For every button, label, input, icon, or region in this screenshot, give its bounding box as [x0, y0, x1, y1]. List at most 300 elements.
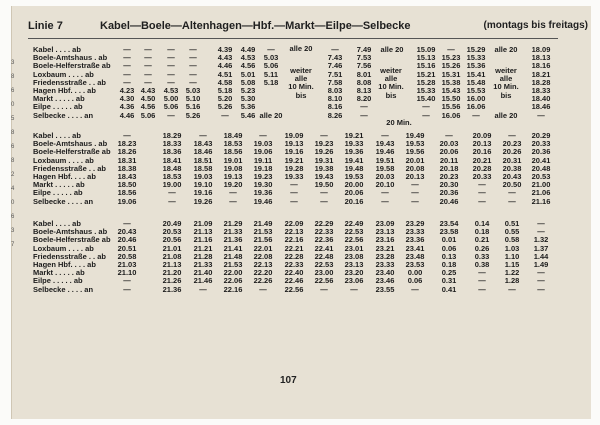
departure-time: 18.23: [117, 139, 137, 149]
departure-time: 20.23: [439, 172, 459, 181]
departure-time: —: [537, 268, 545, 278]
departure-time: 18.43: [193, 139, 213, 149]
departure-time: 19.36: [344, 147, 364, 157]
departure-time: —: [537, 276, 545, 286]
interval-note: weiter alle 10 Min. bis: [288, 66, 314, 100]
departure-time: 18.41: [162, 155, 182, 165]
departure-time: 20.48: [531, 163, 551, 173]
departure-time: 20.09: [472, 131, 492, 140]
departure-time: 22.53: [344, 227, 364, 237]
departure-time: 8.20: [356, 94, 372, 104]
departure-time: 7.49: [356, 45, 372, 54]
departure-time: 15.26: [441, 61, 461, 71]
departure-time: —: [478, 268, 486, 278]
departure-time: 4.46: [217, 61, 233, 71]
departure-time: —: [320, 188, 328, 198]
departure-time: —: [360, 102, 368, 112]
departure-time: 19.56: [405, 147, 425, 157]
departure-time: 22.33: [314, 227, 334, 237]
departure-time: —: [478, 196, 486, 206]
edge-mark: 2: [11, 172, 15, 178]
stop-name: Boele-Helferstraße ab: [33, 235, 111, 245]
departure-time: 16.06: [466, 102, 486, 112]
departure-time: 20.36: [439, 188, 459, 198]
departure-time: —: [199, 284, 207, 294]
departure-time: 19.18: [253, 163, 273, 173]
stop-name: Selbecke . . . . an: [33, 284, 94, 294]
departure-time: 21.13: [162, 260, 182, 269]
stop-name: Boele-Amtshaus . ab: [33, 53, 108, 63]
departure-time: 4.53: [240, 53, 256, 63]
departure-time: 1.28: [504, 276, 520, 286]
stop-name: Selbecke . . . . an: [33, 110, 94, 120]
departure-time: 22.29: [314, 219, 334, 228]
departure-time: —: [290, 180, 298, 190]
departure-time: 20.10: [375, 180, 395, 190]
departure-time: 20.43: [117, 227, 137, 237]
departure-time: 20.49: [162, 219, 182, 228]
departure-time: 1.32: [533, 235, 549, 245]
departure-time: 15.28: [416, 77, 436, 87]
departure-time: 5.01: [240, 69, 256, 79]
departure-time: 4.23: [119, 86, 135, 95]
departure-time: 15.56: [441, 102, 461, 112]
departure-time: —: [199, 131, 207, 140]
departure-time: 5.18: [217, 86, 233, 95]
departure-time: 20.13: [472, 139, 492, 149]
edge-mark: 8: [11, 130, 15, 136]
departure-time: 18.56: [223, 147, 243, 157]
departure-time: —: [411, 188, 419, 198]
departure-time: 22.56: [344, 235, 364, 245]
departure-time: 15.43: [441, 86, 461, 95]
departure-time: 20.21: [472, 155, 492, 165]
departure-time: alle 20: [259, 110, 283, 120]
departure-time: —: [189, 61, 197, 71]
departure-time: 8.13: [356, 86, 372, 95]
departure-time: 18.09: [531, 45, 551, 54]
departure-time: 21.13: [193, 227, 213, 237]
departure-time: 23.40: [375, 268, 395, 278]
departure-time: 23.53: [405, 260, 425, 269]
departure-time: 19.49: [405, 131, 425, 140]
departure-time: 23.58: [439, 227, 459, 237]
departure-time: 21.06: [531, 188, 551, 198]
departure-time: 21.20: [162, 268, 182, 278]
departure-time: 20.03: [375, 172, 395, 181]
edge-mark: 3: [11, 60, 15, 66]
departure-time: —: [320, 196, 328, 206]
departure-time: 19.11: [253, 155, 273, 165]
departure-time: —: [168, 188, 176, 198]
edge-mark: 8: [11, 158, 15, 164]
departure-time: —: [144, 45, 152, 54]
departure-time: 20.08: [405, 163, 425, 173]
departure-time: 8.03: [327, 86, 343, 95]
departure-time: 5.36: [240, 102, 256, 112]
departure-time: 23.06: [344, 276, 364, 286]
departure-time: 18.58: [193, 163, 213, 173]
departure-time: —: [508, 131, 516, 140]
departure-time: 21.29: [223, 219, 243, 228]
departure-time: 20.50: [502, 180, 522, 190]
departure-time: 21.26: [162, 276, 182, 286]
departure-time: 15.50: [441, 94, 461, 104]
departure-time: —: [189, 77, 197, 87]
departure-time: alle 20: [380, 45, 404, 54]
departure-time: 23.13: [375, 227, 395, 237]
departure-time: 5.10: [185, 94, 201, 104]
departure-time: 19.20: [223, 180, 243, 190]
departure-time: —: [144, 53, 152, 63]
departure-time: 4.39: [217, 45, 233, 54]
departure-time: 21.49: [253, 219, 273, 228]
departure-time: 8.10: [327, 94, 343, 104]
departure-time: 19.06: [117, 196, 137, 206]
departure-time: —: [123, 77, 131, 87]
edge-mark: 0: [11, 200, 15, 206]
departure-time: 5.06: [263, 61, 279, 71]
departure-time: 20.38: [502, 163, 522, 173]
departure-time: —: [478, 180, 486, 190]
departure-time: 0.00: [407, 268, 423, 278]
departure-time: 15.09: [416, 45, 436, 54]
departure-time: —: [123, 69, 131, 79]
interval-note: weiter alle 10 Min. bis: [378, 66, 404, 100]
edge-mark: 6: [11, 88, 15, 94]
stop-name: Friedensstraße . . ab: [33, 77, 106, 87]
departure-time: 20.01: [405, 155, 425, 165]
departure-time: 20.26: [502, 147, 522, 157]
departure-time: 22.16: [284, 235, 304, 245]
departure-time: 18.16: [531, 61, 551, 71]
edge-mark: 8: [11, 74, 15, 80]
departure-time: 22.49: [344, 219, 364, 228]
departure-time: 4.50: [140, 94, 156, 104]
departure-time: 5.30: [240, 94, 256, 104]
departure-time: 5.08: [240, 77, 256, 87]
departure-time: 19.46: [375, 147, 395, 157]
departure-time: 20.58: [117, 251, 137, 261]
departure-time: —: [189, 53, 197, 63]
departure-time: 7.58: [327, 77, 343, 87]
departure-time: 20.16: [344, 196, 364, 206]
departure-time: 20.28: [472, 163, 492, 173]
departure-time: 21.21: [193, 243, 213, 253]
departure-time: 18.38: [117, 163, 137, 173]
departure-time: 19.06: [253, 147, 273, 157]
departure-time: 4.46: [119, 110, 135, 120]
departure-time: 1.15: [504, 260, 520, 269]
departure-time: 19.13: [284, 139, 304, 149]
departure-time: 8.08: [356, 77, 372, 87]
departure-time: 5.23: [240, 86, 256, 95]
edge-mark: 3: [11, 228, 15, 234]
departure-time: 1.22: [504, 268, 520, 278]
departure-time: 0.26: [474, 243, 490, 253]
departure-time: —: [123, 61, 131, 71]
departure-time: —: [445, 131, 453, 140]
header-rule: [28, 38, 558, 39]
departure-time: 18.53: [223, 139, 243, 149]
stop-name: Boele-Amtshaus . ab: [33, 139, 108, 149]
departure-time: 19.53: [405, 139, 425, 149]
departure-time: 20.16: [472, 147, 492, 157]
stop-name: Kabel . . . . ab: [33, 219, 81, 228]
stop-name: Eilpe . . . . . ab: [33, 102, 83, 112]
departure-time: 21.53: [253, 227, 273, 237]
stop-name: Kabel . . . . ab: [33, 45, 81, 54]
departure-time: 0.25: [441, 268, 457, 278]
stop-name: Markt . . . . . ab: [33, 268, 85, 278]
departure-time: —: [411, 284, 419, 294]
departure-time: 19.50: [314, 180, 334, 190]
departure-time: 4.43: [217, 53, 233, 63]
stop-name: Hagen Hbf. . . . ab: [33, 86, 96, 95]
departure-time: 22.13: [284, 227, 304, 237]
departure-time: —: [537, 219, 545, 228]
departure-time: 20.29: [531, 131, 551, 140]
departure-time: 1.03: [504, 243, 520, 253]
departure-time: 20.06: [439, 147, 459, 157]
departure-time: 23.21: [375, 243, 395, 253]
departure-time: 23.41: [405, 243, 425, 253]
departure-time: 23.29: [405, 219, 425, 228]
departure-time: 4.53: [163, 86, 179, 95]
departure-time: 21.36: [223, 235, 243, 245]
departure-time: 1.44: [533, 251, 549, 261]
departure-time: —: [167, 61, 175, 71]
stop-name: Hagen Hbf. . . . ab: [33, 172, 96, 181]
departure-time: —: [472, 110, 480, 120]
departure-time: —: [381, 188, 389, 198]
departure-time: 7.53: [356, 53, 372, 63]
departure-time: 19.21: [284, 155, 304, 165]
departure-time: 23.54: [439, 219, 459, 228]
departure-time: 15.36: [466, 61, 486, 71]
departure-time: 20.30: [439, 180, 459, 190]
stop-name: Boele-Helferstraße ab: [33, 147, 111, 157]
departure-time: 0.55: [504, 227, 520, 237]
departure-time: 8.26: [327, 110, 343, 120]
departure-time: 23.28: [375, 251, 395, 261]
departure-time: 18.56: [117, 188, 137, 198]
departure-time: 4.58: [217, 77, 233, 87]
departure-time: 23.09: [375, 219, 395, 228]
departure-time: 21.03: [117, 260, 137, 269]
edge-mark: 4: [11, 186, 15, 192]
departure-time: 23.55: [375, 284, 395, 294]
departure-time: 0.13: [441, 251, 457, 261]
stop-name: Loxbaum . . . . ab: [33, 155, 94, 165]
departure-time: 18.26: [117, 147, 137, 157]
departure-time: —: [478, 284, 486, 294]
departure-time: —: [537, 227, 545, 237]
departure-time: 22.41: [314, 243, 334, 253]
days-note: (montags bis freitags): [483, 20, 588, 31]
departure-time: 21.28: [193, 251, 213, 261]
departure-time: 22.21: [284, 243, 304, 253]
departure-time: 15.33: [416, 86, 436, 95]
departure-time: 5.06: [140, 110, 156, 120]
departure-time: —: [144, 69, 152, 79]
departure-time: —: [229, 188, 237, 198]
departure-time: —: [123, 276, 131, 286]
departure-time: 4.56: [140, 102, 156, 112]
departure-time: 8.16: [327, 102, 343, 112]
departure-time: 0.33: [474, 251, 490, 261]
departure-time: 19.03: [193, 172, 213, 181]
departure-time: 22.00: [223, 268, 243, 278]
interval-note: 20 Min.: [386, 117, 412, 127]
departure-time: 21.33: [223, 227, 243, 237]
departure-time: 20.41: [531, 155, 551, 165]
departure-time: 22.08: [253, 251, 273, 261]
departure-time: 19.33: [284, 172, 304, 181]
departure-time: —: [221, 110, 229, 120]
departure-time: alle 20: [494, 110, 518, 120]
departure-time: —: [189, 69, 197, 79]
departure-time: alle 20: [494, 45, 518, 54]
departure-time: 19.16: [193, 188, 213, 198]
departure-time: 22.48: [314, 251, 334, 261]
departure-time: 19.28: [284, 163, 304, 173]
departure-time: 18.36: [162, 147, 182, 157]
departure-time: 20.53: [531, 172, 551, 181]
departure-time: 21.10: [117, 268, 137, 278]
departure-time: 19.16: [284, 147, 304, 157]
departure-time: 1.37: [533, 243, 549, 253]
departure-time: 19.09: [284, 131, 304, 140]
departure-time: 21.00: [531, 180, 551, 190]
departure-time: —: [508, 188, 516, 198]
departure-time: 22.56: [284, 284, 304, 294]
departure-time: 22.40: [284, 268, 304, 278]
departure-time: —: [350, 284, 358, 294]
departure-time: 15.21: [416, 69, 436, 79]
departure-time: 22.53: [314, 260, 334, 269]
departure-time: —: [411, 196, 419, 206]
departure-time: 23.46: [375, 276, 395, 286]
departure-time: 15.40: [416, 94, 436, 104]
stop-name: Boele-Amtshaus . ab: [33, 227, 108, 237]
departure-time: 5.03: [185, 86, 201, 95]
departure-time: 22.28: [284, 251, 304, 261]
departure-time: 4.56: [240, 61, 256, 71]
departure-time: 19.43: [314, 172, 334, 181]
departure-time: 23.01: [344, 243, 364, 253]
departure-time: 18.43: [117, 172, 137, 181]
departure-time: —: [189, 45, 197, 54]
departure-time: 0.18: [441, 260, 457, 269]
departure-time: 22.26: [253, 276, 273, 286]
departure-time: 18.13: [531, 53, 551, 63]
edge-mark: 0: [11, 102, 15, 108]
departure-time: —: [478, 276, 486, 286]
departure-time: 23.13: [344, 260, 364, 269]
departure-time: 7.43: [327, 53, 343, 63]
departure-time: —: [508, 284, 516, 294]
departure-time: 18.28: [531, 77, 551, 87]
departure-time: 0.41: [441, 284, 457, 294]
departure-time: 18.53: [162, 172, 182, 181]
departure-time: 5.06: [163, 102, 179, 112]
departure-time: 0.38: [474, 260, 490, 269]
departure-time: —: [537, 284, 545, 294]
departure-time: 21.33: [193, 260, 213, 269]
departure-time: 22.13: [253, 260, 273, 269]
departure-time: —: [123, 53, 131, 63]
departure-time: 22.56: [314, 276, 334, 286]
departure-time: 23.36: [405, 235, 425, 245]
departure-time: 18.46: [193, 147, 213, 157]
departure-time: 21.41: [223, 243, 243, 253]
departure-time: 23.08: [344, 251, 364, 261]
departure-time: —: [508, 196, 516, 206]
departure-time: 0.31: [441, 276, 457, 286]
departure-time: —: [381, 196, 389, 206]
stop-name: Loxbaum . . . . ab: [33, 69, 94, 79]
departure-time: —: [123, 219, 131, 228]
departure-time: 19.10: [193, 180, 213, 190]
departure-time: 23.33: [375, 260, 395, 269]
departure-time: 15.33: [466, 53, 486, 63]
departure-time: 22.01: [253, 243, 273, 253]
departure-time: 0.21: [474, 235, 490, 245]
edge-mark: 5: [11, 116, 15, 122]
departure-time: 5.16: [185, 102, 201, 112]
departure-time: 21.16: [193, 235, 213, 245]
departure-time: 20.46: [439, 196, 459, 206]
edge-mark: 6: [11, 214, 15, 220]
departure-time: 23.16: [375, 235, 395, 245]
departure-time: 23.48: [405, 251, 425, 261]
departure-time: 5.46: [240, 110, 256, 120]
departure-time: 18.29: [162, 131, 182, 140]
departure-time: —: [537, 110, 545, 120]
departure-time: 0.14: [474, 219, 490, 228]
departure-time: 18.21: [531, 69, 551, 79]
departure-time: 15.29: [466, 45, 486, 54]
departure-time: 19.00: [162, 180, 182, 190]
departure-time: 20.51: [117, 243, 137, 253]
departure-time: 19.33: [344, 139, 364, 149]
stop-name: Eilpe . . . . . ab: [33, 276, 83, 286]
departure-time: 20.13: [405, 172, 425, 181]
departure-time: 7.46: [327, 61, 343, 71]
departure-time: 23.00: [314, 268, 334, 278]
departure-time: 21.40: [193, 268, 213, 278]
departure-time: —: [167, 110, 175, 120]
departure-time: —: [381, 131, 389, 140]
departure-time: 15.13: [416, 53, 436, 63]
departure-time: —: [320, 284, 328, 294]
departure-time: 18.40: [531, 94, 551, 104]
departure-time: 20.06: [344, 188, 364, 198]
departure-time: 0.58: [504, 235, 520, 245]
departure-time: 4.30: [119, 94, 135, 104]
departure-time: 15.53: [466, 86, 486, 95]
stop-name: Boele-Helferstraße ab: [33, 61, 111, 71]
departure-time: 19.01: [223, 155, 243, 165]
stop-name: Selbecke . . . . an: [33, 196, 94, 206]
departure-time: 19.43: [375, 139, 395, 149]
departure-time: 18.50: [117, 180, 137, 190]
departure-time: 20.53: [162, 227, 182, 237]
edge-mark: 6: [11, 144, 15, 150]
interval-note: weiter alle 10 Min. bis: [493, 66, 519, 100]
departure-time: 18.49: [223, 131, 243, 140]
